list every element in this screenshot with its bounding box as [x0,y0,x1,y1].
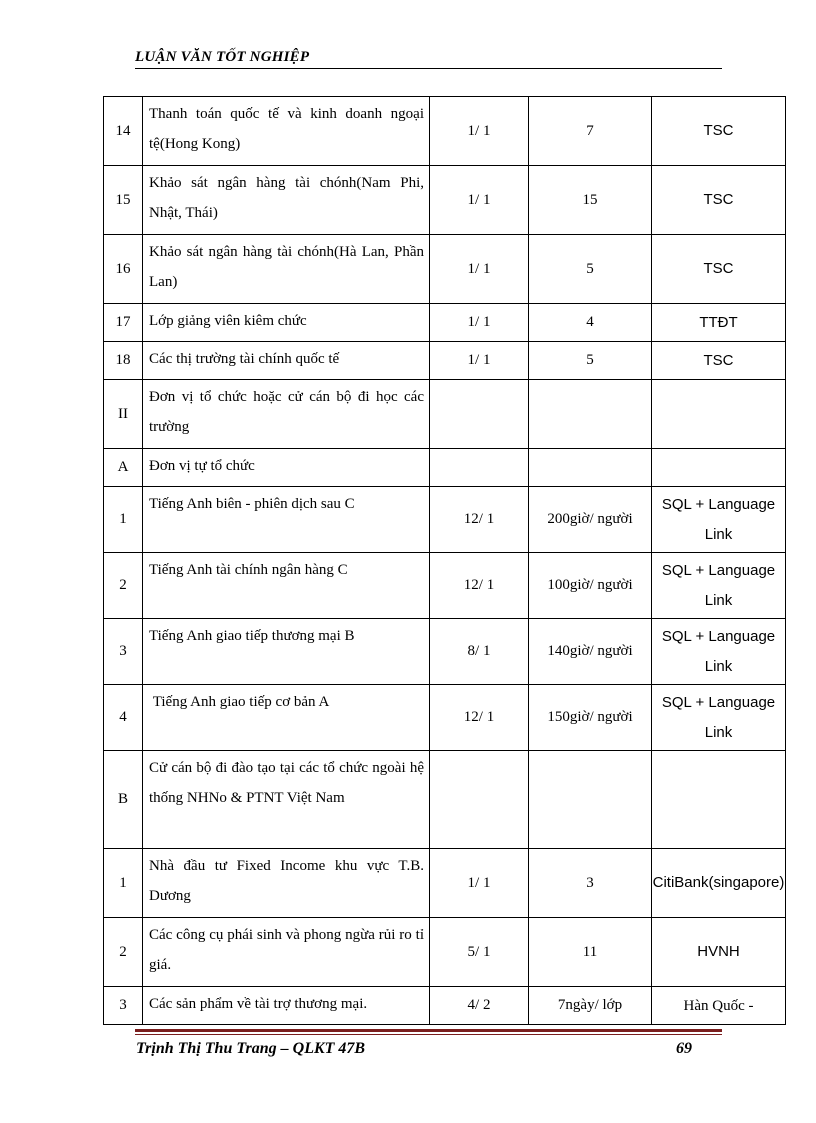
cell-volume: 150giờ/ người [529,685,652,751]
cell-name: Cử cán bộ đi đào tạo tại các tổ chức ngoài hệ thống NHNo & PTNT Việt Nam [143,751,430,849]
cell-time [430,380,529,449]
training-table [103,96,786,1025]
cell-name: Các thị trường tài chính quốc tế [143,342,430,380]
cell-name: Tiếng Anh giao tiếp cơ bản A [143,685,430,751]
table-row [104,849,786,918]
cell-time [430,449,529,487]
running-header-title: LUẬN VĂN TỐT NGHIỆP [135,49,310,65]
cell-no: A [104,449,143,487]
cell-time: 1/ 1 [430,97,529,166]
cell-time: 12/ 1 [430,553,529,619]
table-row [104,553,786,619]
cell-time: 1/ 1 [430,304,529,342]
cell-no: 3 [104,619,143,685]
cell-name: Tiếng Anh biên - phiên dịch sau C [143,487,430,553]
cell-name: Đơn vị tự tổ chức [143,449,430,487]
cell-name: Các sản phẩm về tài trợ thương mại. [143,987,430,1025]
cell-place: HVNH [652,918,786,987]
cell-no: 17 [104,304,143,342]
table-row [104,685,786,751]
cell-volume: 4 [529,304,652,342]
cell-no: 14 [104,97,143,166]
cell-no: 2 [104,918,143,987]
cell-time: 5/ 1 [430,918,529,987]
cell-name: Nhà đầu tư Fixed Income khu vực T.B. Dương [143,849,430,918]
table-row [104,166,786,235]
cell-no: B [104,751,143,849]
cell-name: Lớp giảng viên kiêm chức [143,304,430,342]
table-row [104,304,786,342]
cell-place: TSC [652,342,786,380]
cell-place: TSC [652,166,786,235]
cell-time: 12/ 1 [430,685,529,751]
cell-place [652,449,786,487]
footer-rule-thick [135,1029,722,1032]
cell-no: 3 [104,987,143,1025]
cell-time: 12/ 1 [430,487,529,553]
cell-place [652,380,786,449]
cell-no: 1 [104,849,143,918]
cell-volume: 5 [529,235,652,304]
footer-rule-thin [135,1034,722,1035]
footer-page-number: 69 [676,1040,692,1057]
cell-name: Đơn vị tổ chức hoặc cử cán bộ đi học các trường [143,380,430,449]
cell-no: II [104,380,143,449]
cell-place: TTĐT [652,304,786,342]
table-row [104,380,786,449]
cell-place: SQL + Language Link [652,685,786,751]
cell-name: Thanh toán quốc tế và kinh doanh ngoại tệ(Hong Kong) [143,97,430,166]
cell-volume [529,449,652,487]
cell-place: TSC [652,235,786,304]
header-rule [135,68,722,69]
cell-name: Khảo sát ngân hàng tài chónh(Nam Phi, Nhật, Thái) [143,166,430,235]
cell-name: Tiếng Anh tài chính ngân hàng C [143,553,430,619]
cell-name: Tiếng Anh giao tiếp thương mại B [143,619,430,685]
cell-volume: 11 [529,918,652,987]
cell-time: 1/ 1 [430,849,529,918]
cell-time: 1/ 1 [430,235,529,304]
cell-name: Khảo sát ngân hàng tài chónh(Hà Lan, Phần Lan) [143,235,430,304]
cell-place [652,751,786,849]
cell-no: 16 [104,235,143,304]
cell-volume [529,751,652,849]
cell-volume: 15 [529,166,652,235]
cell-volume: 7 [529,97,652,166]
cell-volume: 100giờ/ người [529,553,652,619]
cell-no: 4 [104,685,143,751]
cell-place: SQL + Language Link [652,487,786,553]
cell-no: 18 [104,342,143,380]
table-row [104,751,786,849]
table-row [104,97,786,166]
cell-volume: 5 [529,342,652,380]
table-row [104,619,786,685]
cell-volume: 7ngày/ lớp [529,987,652,1025]
cell-place: SQL + Language Link [652,553,786,619]
cell-time [430,751,529,849]
table-row [104,987,786,1025]
table-row [104,342,786,380]
cell-time: 4/ 2 [430,987,529,1025]
cell-time: 1/ 1 [430,342,529,380]
cell-volume: 200giờ/ người [529,487,652,553]
cell-no: 15 [104,166,143,235]
cell-place: CitiBank(singapore) [652,849,786,918]
cell-volume [529,380,652,449]
cell-place: Hàn Quốc - [652,987,786,1025]
cell-place: SQL + Language Link [652,619,786,685]
cell-name: Các công cụ phái sinh và phong ngừa rủi ro tỉ giá. [143,918,430,987]
footer-author: Trịnh Thị Thu Trang – QLKT 47B [136,1040,366,1057]
table-row [104,235,786,304]
cell-no: 2 [104,553,143,619]
cell-volume: 140giờ/ người [529,619,652,685]
cell-place: TSC [652,97,786,166]
table-row [104,918,786,987]
cell-no: 1 [104,487,143,553]
cell-time: 8/ 1 [430,619,529,685]
table-row [104,449,786,487]
cell-volume: 3 [529,849,652,918]
cell-time: 1/ 1 [430,166,529,235]
table-row [104,487,786,553]
